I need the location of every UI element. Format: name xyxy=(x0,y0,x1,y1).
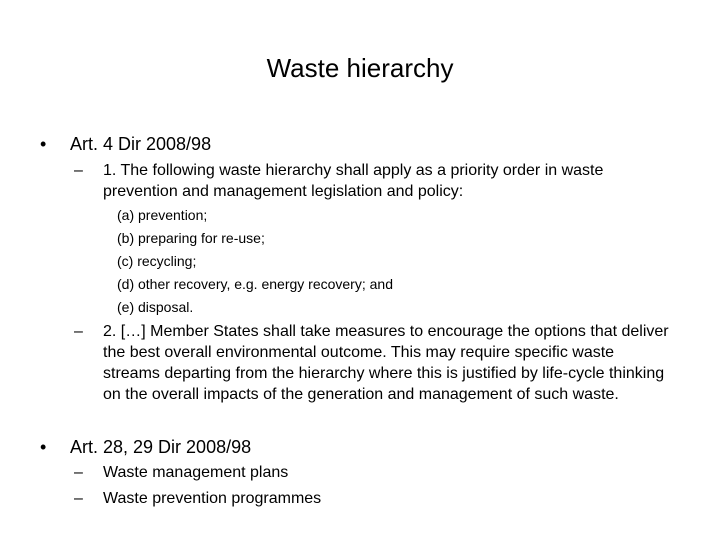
dash-icon: – xyxy=(74,162,83,179)
slide-title: Waste hierarchy xyxy=(266,53,454,83)
hierarchy-list-item: (c) recycling; xyxy=(117,253,197,269)
sub-item-waste-management-plans xyxy=(74,462,674,483)
hierarchy-list-item: (a) prevention; xyxy=(117,207,208,223)
dash-icon: – xyxy=(74,490,83,507)
hierarchy-list-item: (b) preparing for re-use; xyxy=(117,230,265,246)
dash-icon: – xyxy=(74,464,83,481)
sub-item-text: 1. The following waste hierarchy shall apply as a priority order in waste prevention and management legislation and policy: xyxy=(103,162,604,200)
dash-icon: – xyxy=(74,323,83,340)
sub-item-paragraph-1 xyxy=(74,160,674,202)
sub-item-text: Waste management plans xyxy=(103,464,289,481)
sub-item-paragraph-2 xyxy=(74,321,674,405)
bullet-label: Art. 4 Dir 2008/98 xyxy=(70,134,212,154)
bullet-icon: • xyxy=(40,437,47,457)
sub-item-text: 2. […] Member States shall take measures to encourage the options that deliver the best overall environmental outcome. This may require specific waste streams departing from the hierarchy where this is justified by life-cycle thinking on the overall impacts of the generation and management of such waste. xyxy=(103,323,669,403)
sub-item-text: Waste prevention programmes xyxy=(103,490,322,507)
hierarchy-list-item: (d) other recovery, e.g. energy recovery; and xyxy=(117,276,393,292)
sub-item-waste-prevention-programmes xyxy=(74,488,674,509)
hierarchy-list-item: (e) disposal. xyxy=(117,299,194,315)
hierarchy-list xyxy=(117,204,393,319)
bullet-icon: • xyxy=(40,134,47,154)
bullet-label: Art. 28, 29 Dir 2008/98 xyxy=(70,437,252,457)
